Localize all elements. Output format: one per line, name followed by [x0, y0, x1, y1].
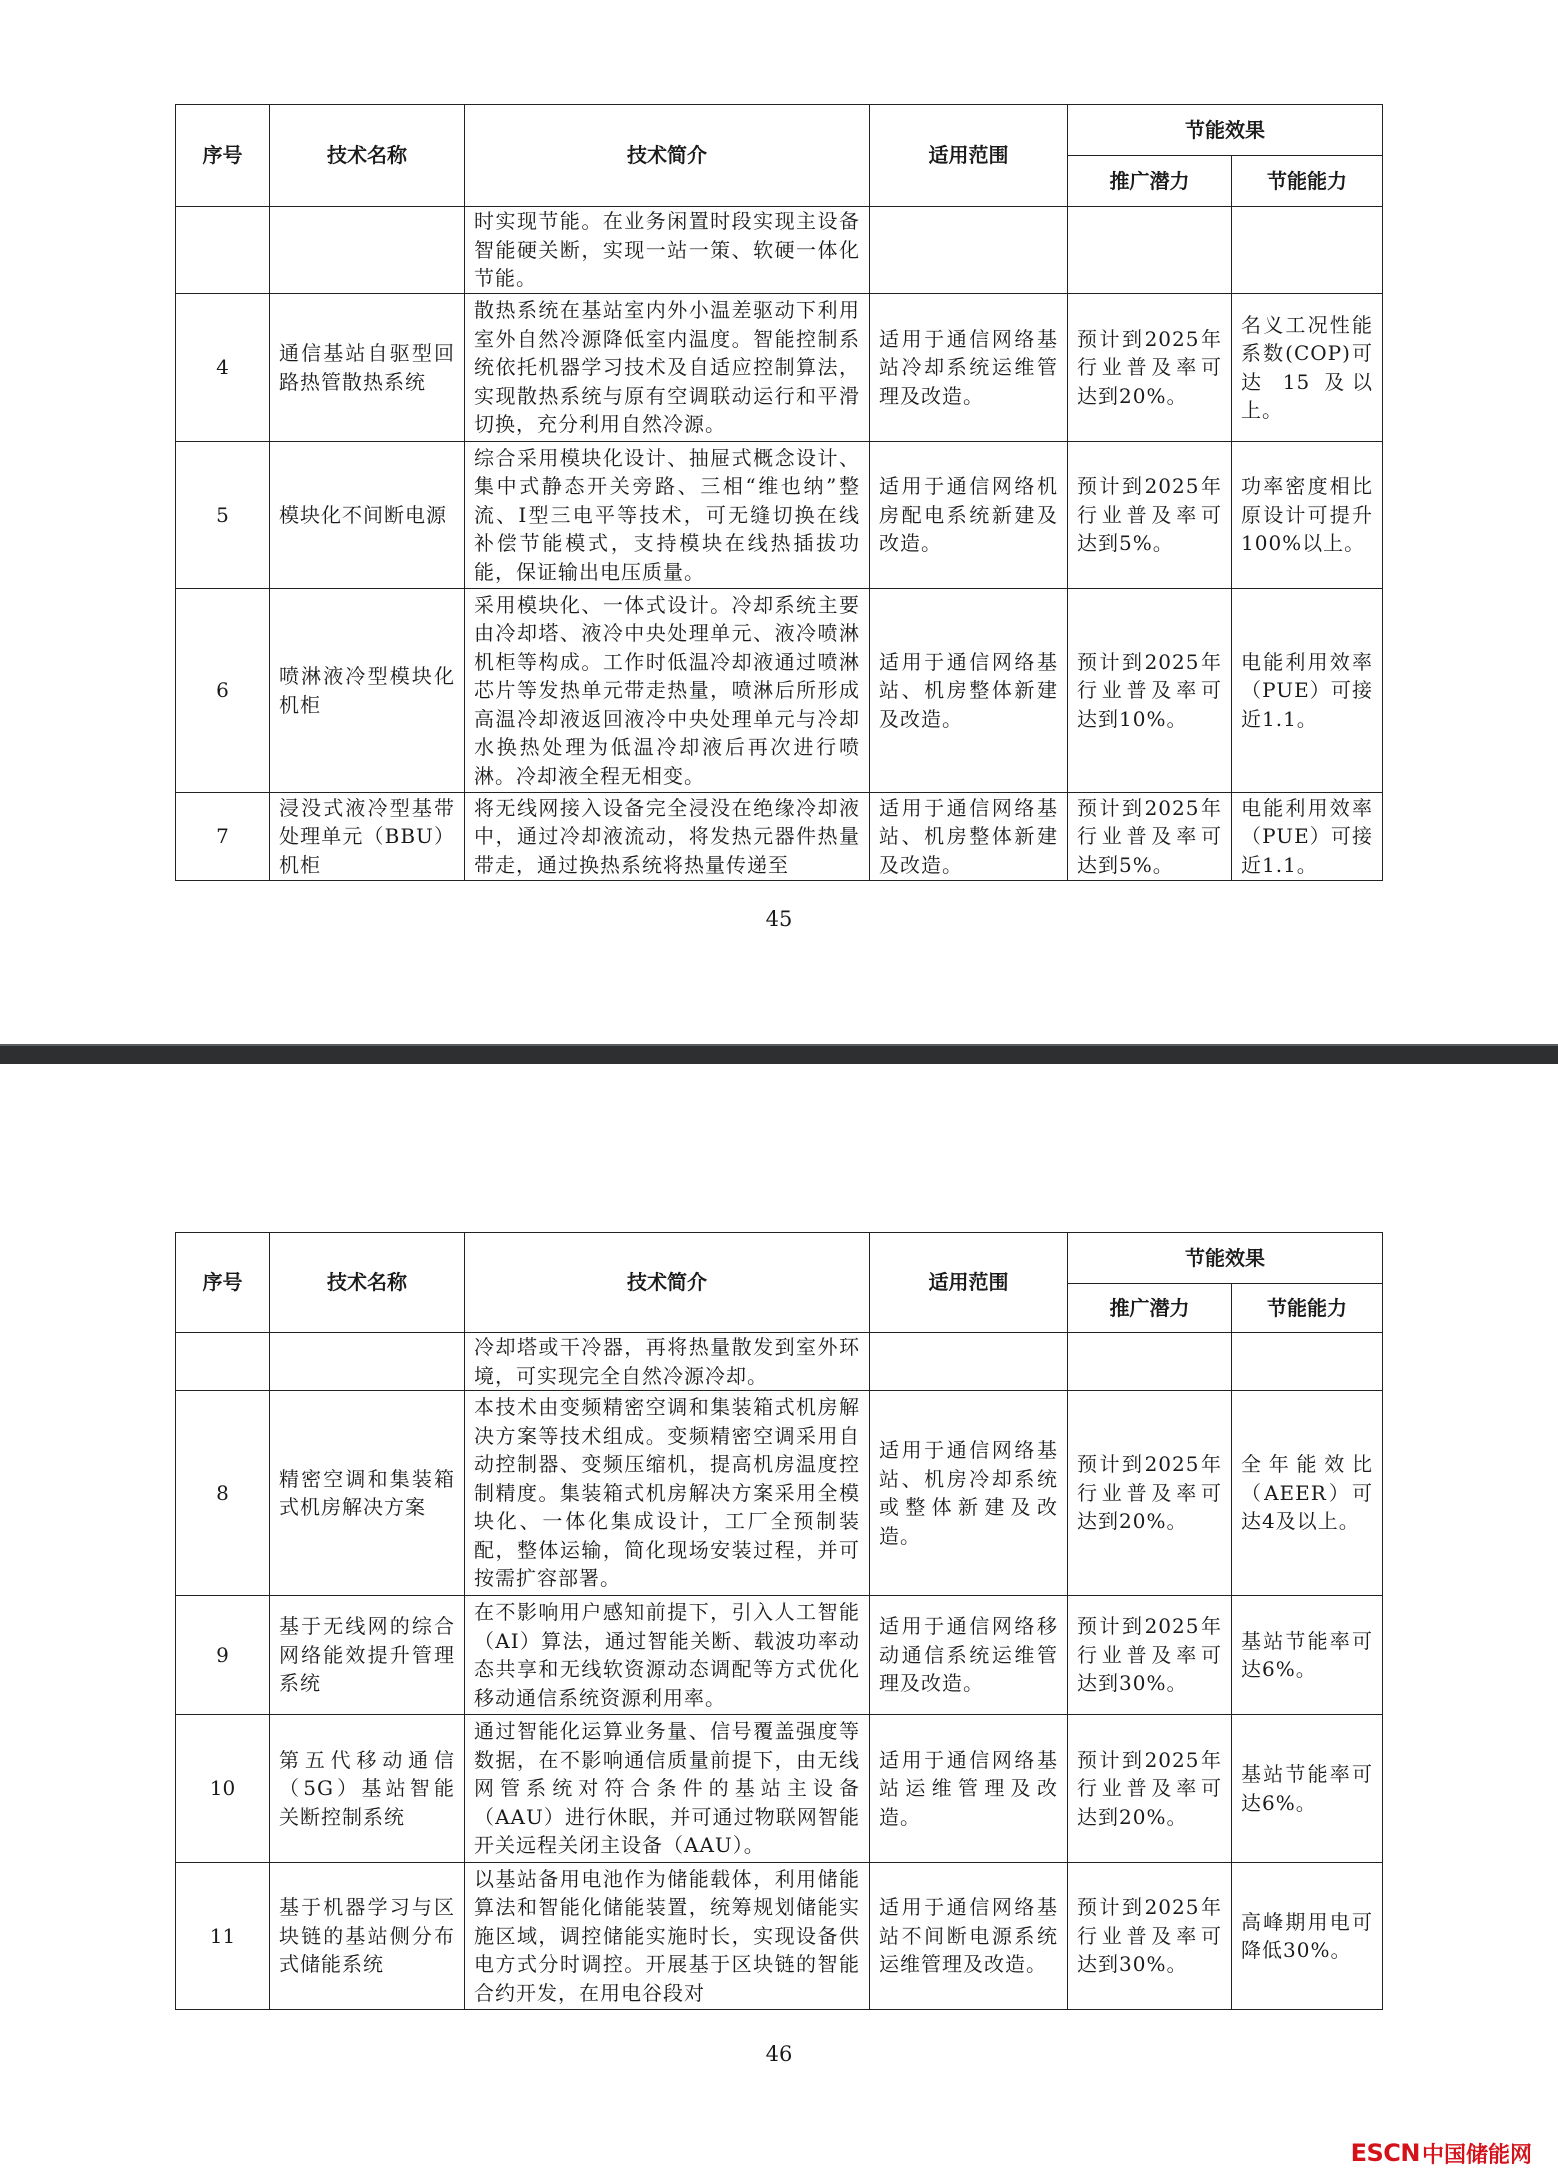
row-no: 10: [176, 1715, 270, 1863]
row-desc: 散热系统在基站室内外小温差驱动下利用室外自然冷源降低室内温度。智能控制系统依托机器学习技术及自适应控制算法，实现散热系统与原有空调联动运行和平滑切换，充分利用自然冷源。: [465, 294, 870, 442]
row-no: 7: [176, 793, 270, 881]
row-desc: 冷却塔或干冷器，再将热量散发到室外环境，可实现完全自然冷源冷却。: [465, 1333, 870, 1391]
row-potential: [1068, 207, 1232, 294]
row-desc: 本技术由变频精密空调和集装箱式机房解决方案等技术组成。变频精密空调采用自动控制器、变频压缩机，提高机房温度控制精度。集装箱式机房解决方案采用全模块化、一体化集成设计，工厂全预制装配，整体运输，简化现场安装过程，并可按需扩容部署。: [465, 1391, 870, 1596]
header-effect: 节能效果: [1068, 1233, 1383, 1284]
table-row: [176, 1596, 1383, 1715]
table-row: [176, 1391, 1383, 1596]
row-potential: 预计到2025年行业普及率可达到20%。: [1068, 1715, 1232, 1863]
row-no: [176, 207, 270, 294]
row-desc: 通过智能化运算业务量、信号覆盖强度等数据，在不影响通信质量前提下，由无线网管系统对符合条件的基站主设备（AAU）进行休眠，并可通过物联网智能开关远程关闭主设备（AAU）。: [465, 1715, 870, 1863]
row-potential: 预计到2025年行业普及率可达到30%。: [1068, 1863, 1232, 2010]
table-row: [176, 442, 1383, 589]
table-row: [176, 294, 1383, 442]
row-name: 通信基站自驱型回路热管散热系统: [270, 294, 465, 442]
row-name: 精密空调和集装箱式机房解决方案: [270, 1391, 465, 1596]
row-capacity: [1232, 1333, 1383, 1391]
header-potential: 推广潜力: [1068, 156, 1232, 207]
row-capacity: 功率密度相比原设计可提升 100%以上。: [1232, 442, 1383, 589]
escn-watermark-logo: [1351, 2140, 1532, 2166]
header-name: 技术名称: [270, 1233, 465, 1333]
watermark-en: ESCN: [1350, 2139, 1420, 2167]
row-desc: 将无线网接入设备完全浸没在绝缘冷却液中，通过冷却液流动，将发热元器件热量带走，通过换热系统将热量传递至: [465, 793, 870, 881]
row-name: [270, 207, 465, 294]
header-desc: 技术简介: [465, 105, 870, 207]
row-desc: 综合采用模块化设计、抽屉式概念设计、集中式静态开关旁路、三相“维也纳”整流、I型三电平等技术，可无缝切换在线补偿节能模式，支持模块在线热插拔功能，保证输出电压质量。: [465, 442, 870, 589]
row-potential: 预计到2025年行业普及率可达到20%。: [1068, 1391, 1232, 1596]
table-row: [176, 793, 1383, 881]
row-no: 8: [176, 1391, 270, 1596]
row-name: 浸没式液冷型基带处理单元（BBU）机柜: [270, 793, 465, 881]
row-capacity: 基站节能率可达6%。: [1232, 1715, 1383, 1863]
table-row: [176, 1333, 1383, 1391]
row-no: 9: [176, 1596, 270, 1715]
header-effect: 节能效果: [1068, 105, 1383, 156]
row-desc: 以基站备用电池作为储能载体，利用储能算法和智能化储能装置，统筹规划储能实施区域，调控储能实施时长，实现设备供电方式分时调控。开展基于区块链的智能合约开发，在用电谷段对: [465, 1863, 870, 2010]
table-row: [176, 207, 1383, 294]
row-name: 第五代移动通信（5G）基站智能关断控制系统: [270, 1715, 465, 1863]
header-name: 技术名称: [270, 105, 465, 207]
row-capacity: 基站节能率可达6%。: [1232, 1596, 1383, 1715]
row-no: 4: [176, 294, 270, 442]
page-45: [0, 0, 1558, 1044]
header-potential: 推广潜力: [1068, 1284, 1232, 1333]
table-row: [176, 589, 1383, 793]
row-potential: 预计到2025年行业普及率可达到10%。: [1068, 589, 1232, 793]
header-scope: 适用范围: [870, 105, 1068, 207]
header-capacity: 节能能力: [1232, 156, 1383, 207]
row-name: 喷淋液冷型模块化机柜: [270, 589, 465, 793]
row-potential: 预计到2025年行业普及率可达到30%。: [1068, 1596, 1232, 1715]
row-capacity: 电能利用效率（PUE）可接近1.1。: [1232, 589, 1383, 793]
tech-table: [175, 104, 1383, 881]
row-no: 11: [176, 1863, 270, 2010]
row-potential: 预计到2025年行业普及率可达到20%。: [1068, 294, 1232, 442]
header-no: 序号: [176, 1233, 270, 1333]
row-scope: 适用于通信网络基站、机房整体新建及改造。: [870, 589, 1068, 793]
page-number: 46: [765, 2042, 793, 2066]
row-potential: 预计到2025年行业普及率可达到5%。: [1068, 793, 1232, 881]
row-scope: [870, 1333, 1068, 1391]
header-desc: 技术简介: [465, 1233, 870, 1333]
row-scope: 适用于通信网络基站不间断电源系统运维管理及改造。: [870, 1863, 1068, 2010]
watermark-cn: 中国储能网: [1421, 2142, 1532, 2168]
header-scope: 适用范围: [870, 1233, 1068, 1333]
page-number: 45: [765, 907, 793, 931]
row-no: 5: [176, 442, 270, 589]
row-scope: 适用于通信网络移动通信系统运维管理及改造。: [870, 1596, 1068, 1715]
row-potential: [1068, 1333, 1232, 1391]
row-no: [176, 1333, 270, 1391]
row-name: [270, 1333, 465, 1391]
header-capacity: 节能能力: [1232, 1284, 1383, 1333]
row-capacity: 高峰期用电可降低30%。: [1232, 1863, 1383, 2010]
row-scope: 适用于通信网络机房配电系统新建及改造。: [870, 442, 1068, 589]
tech-table: [175, 1232, 1383, 2010]
row-potential: 预计到2025年行业普及率可达到5%。: [1068, 442, 1232, 589]
row-name: 模块化不间断电源: [270, 442, 465, 589]
row-scope: 适用于通信网络基站冷却系统运维管理及改造。: [870, 294, 1068, 442]
table-row: [176, 1863, 1383, 2010]
page-46: [0, 1064, 1558, 2167]
row-capacity: 电能利用效率（PUE）可接近1.1。: [1232, 793, 1383, 881]
row-no: 6: [176, 589, 270, 793]
row-desc: 在不影响用户感知前提下，引入人工智能（AI）算法，通过智能关断、载波功率动态共享和无线软资源动态调配等方式优化移动通信系统资源利用率。: [465, 1596, 870, 1715]
row-capacity: 全年能效比（AEER）可达4及以上。: [1232, 1391, 1383, 1596]
row-scope: 适用于通信网络基站运维管理及改造。: [870, 1715, 1068, 1863]
row-desc: 采用模块化、一体式设计。冷却系统主要由冷却塔、液冷中央处理单元、液冷喷淋机柜等构成。工作时低温冷却液通过喷淋芯片等发热单元带走热量，喷淋后所形成高温冷却液返回液冷中央处理单元与冷却水换热处理为低温冷却液后再次进行喷淋。冷却液全程无相变。: [465, 589, 870, 793]
row-name: 基于无线网的综合网络能效提升管理系统: [270, 1596, 465, 1715]
row-capacity: 名义工况性能系数(COP)可达 15 及以上。: [1232, 294, 1383, 442]
row-scope: 适用于通信网络基站、机房整体新建及改造。: [870, 793, 1068, 881]
row-capacity: [1232, 207, 1383, 294]
row-scope: 适用于通信网络基站、机房冷却系统或整体新建及改造。: [870, 1391, 1068, 1596]
row-scope: [870, 207, 1068, 294]
header-no: 序号: [176, 105, 270, 207]
row-desc: 时实现节能。在业务闲置时段实现主设备智能硬关断，实现一站一策、软硬一体化节能。: [465, 207, 870, 294]
table-row: [176, 1715, 1383, 1863]
page-separator: [0, 1044, 1558, 1064]
row-name: 基于机器学习与区块链的基站侧分布式储能系统: [270, 1863, 465, 2010]
